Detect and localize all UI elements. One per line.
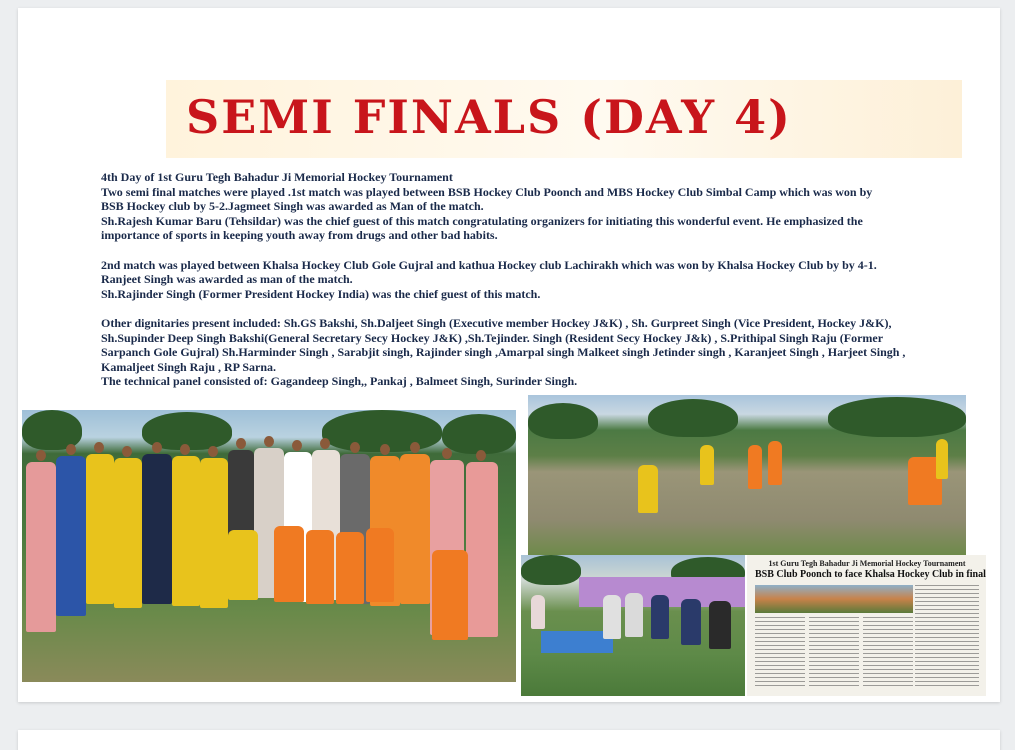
player-figure [700, 445, 714, 485]
guest-figure [651, 595, 669, 639]
player-figure [56, 456, 86, 616]
player-head [236, 438, 246, 449]
newspaper-clipping [747, 555, 986, 696]
player-figure [274, 526, 304, 602]
page-title: SEMI FINALS (DAY 4) [186, 90, 792, 144]
text-line: BSB Hockey club by 5-2.Jagmeet Singh was awarded as Man of the match. [101, 199, 484, 214]
goalkeeper-figure [432, 550, 468, 640]
tree-shape [648, 399, 738, 437]
text-line: Sh.Rajesh Kumar Baru (Tehsildar) was the chief guest of this match congratulating organizers for initiating this wonderful event. He emphasized the [101, 213, 863, 228]
player-head [410, 442, 420, 453]
player-head [152, 442, 162, 453]
team-group-photo [22, 410, 516, 682]
player-head [180, 444, 190, 455]
paragraph-gap [101, 301, 961, 316]
player-figure [936, 439, 948, 479]
guests-photo [521, 555, 745, 696]
player-figure [86, 454, 114, 604]
player-figure [26, 462, 56, 632]
tree-shape [521, 555, 581, 585]
player-head [320, 438, 330, 449]
text-line: Kamaljeet Singh Raju , RP Sarna. [101, 359, 277, 374]
player-figure [306, 530, 334, 604]
player-figure [400, 454, 430, 604]
guest-figure [625, 593, 643, 637]
clipping-headline: BSB Club Poonch to face Khalsa Hockey Club in final [755, 569, 986, 580]
tree-shape [442, 414, 516, 454]
player-figure [336, 532, 364, 604]
text-line: Ranjeet Singh was awarded as man of the match. [101, 272, 353, 287]
player-head [350, 442, 360, 453]
text-line: importance of sports in keeping youth away from drugs and other bad habits. [101, 228, 498, 243]
text-line: Sh.Rajinder Singh (Former President Hockey India) was the chief guest of this match. [101, 286, 541, 301]
clipping-kicker: 1st Guru Tegh Bahadur Ji Memorial Hockey Tournament [768, 559, 966, 568]
clipping-text-column [863, 617, 913, 689]
player-figure [638, 465, 658, 513]
player-head [292, 440, 302, 451]
player-figure [228, 530, 258, 600]
player-figure [200, 458, 228, 608]
player-head [66, 444, 76, 455]
text-line: 4th Day of 1st Guru Tegh Bahadur Ji Memorial Hockey Tournament [101, 170, 453, 184]
player-head [208, 446, 218, 457]
guest-figure [603, 595, 621, 639]
tree-shape [528, 403, 598, 439]
article-body [101, 170, 961, 389]
player-figure [142, 454, 172, 604]
match-action-photo [528, 395, 966, 555]
clipping-text-column [809, 617, 859, 689]
text-line: Sarpanch Gole Gujral) Sh.Harminder Singh , Sarabjit singh, Rajinder singh ,Amarpal singh Malkeet singh Jetinder singh , Karanjeet Singh , Harjeet Singh , [101, 345, 906, 360]
tree-shape [828, 397, 966, 437]
clipping-text-column [915, 585, 979, 689]
player-head [122, 446, 132, 457]
text-line: Two semi final matches were played .1st match was played between BSB Hockey Club Poonch and MBS Hockey Club Simbal Camp which was won by [101, 184, 873, 199]
player-figure [748, 445, 762, 489]
player-figure [172, 456, 200, 606]
player-figure [366, 528, 394, 602]
player-head [264, 436, 274, 447]
guest-figure [709, 601, 731, 649]
text-line: The technical panel consisted of: Gagandeep Singh,, Pankaj , Balmeet Singh, Surinder Singh. [101, 374, 578, 389]
player-figure [114, 458, 142, 608]
next-page-card [18, 730, 1000, 750]
player-head [380, 444, 390, 455]
player-figure [466, 462, 498, 637]
player-figure [768, 441, 782, 485]
text-line: 2nd match was played between Khalsa Hockey Club Gole Gujral and kathua Hockey club Lachirakh which was won by Khalsa Hockey Club by by 4-1. [101, 257, 877, 272]
player-head [36, 450, 46, 461]
text-line: Other dignitaries present included: Sh.GS Bakshi, Sh.Daljeet Singh (Executive member Hockey J&K) , Sh. Gurpreet Singh (Vice President, Hockey J&K), [101, 315, 892, 330]
paragraph-gap [101, 243, 961, 258]
player-head [442, 448, 452, 459]
clipping-photo [755, 585, 913, 613]
text-line: Sh.Supinder Deep Singh Bakshi(General Secretary Secy Hockey J&K) ,Sh.Tejinder. Singh (Resident Secy Hockey J&k) , S.Prithipal Singh Raju (Former [101, 330, 884, 345]
guest-figure [681, 599, 701, 645]
guest-figure [531, 595, 545, 629]
clipping-text-column [755, 617, 805, 689]
player-head [476, 450, 486, 461]
player-head [94, 442, 104, 453]
